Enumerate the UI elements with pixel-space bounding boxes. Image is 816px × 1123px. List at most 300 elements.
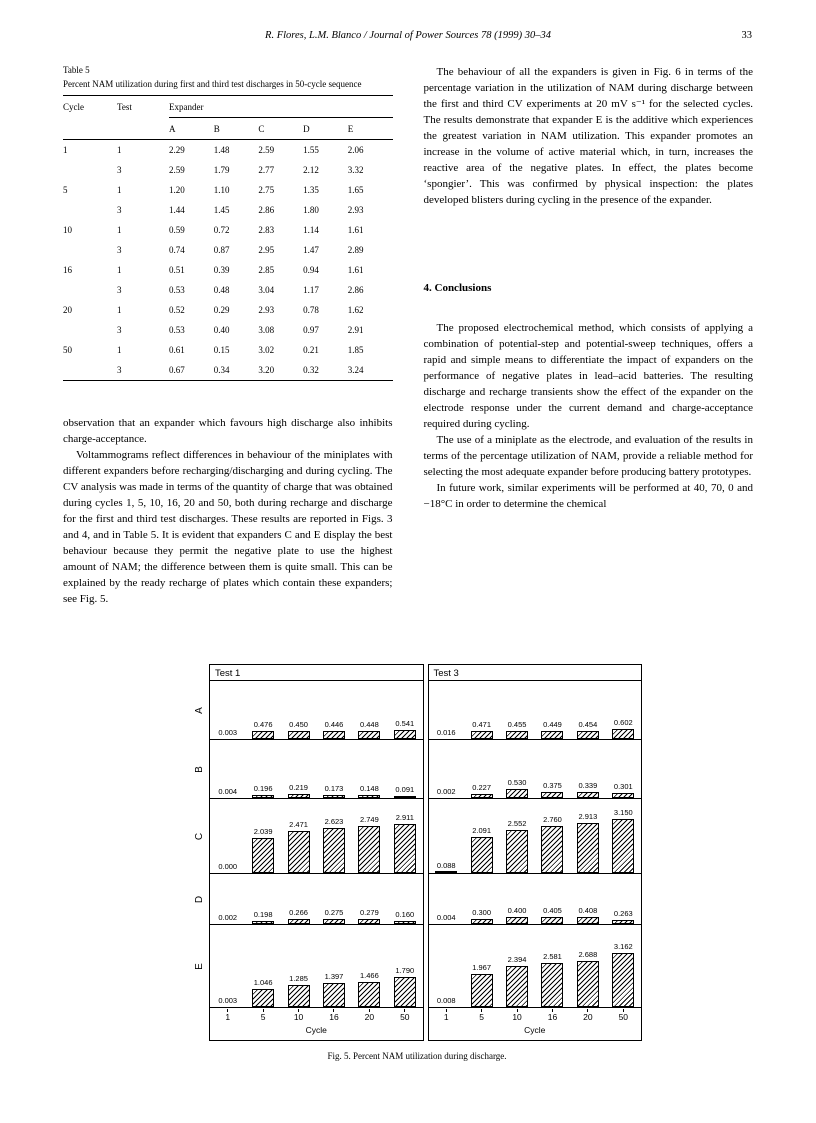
bar-value-label: 2.688 (578, 950, 598, 960)
bar-slot (352, 681, 387, 739)
bar (506, 917, 528, 924)
bar (323, 828, 345, 873)
bar-slot (316, 799, 351, 873)
bar (288, 919, 310, 924)
bar-slot (464, 874, 499, 924)
x-tick-slot (281, 1009, 316, 1022)
bar-value-label: 3.150 (613, 808, 633, 818)
bar-slot (535, 681, 570, 739)
table5-row (63, 360, 393, 381)
table5-row (63, 200, 393, 220)
bar (541, 731, 563, 739)
x-tick-label: 5 (479, 1012, 484, 1022)
cell-test: 3 (117, 205, 122, 215)
bar-slot (606, 740, 641, 798)
bar-slot (570, 740, 605, 798)
bar-value-label: 0.196 (253, 783, 273, 793)
panel-test1-rows (210, 681, 423, 1008)
bar (323, 731, 345, 739)
bar-value-label: 0.002 (218, 912, 238, 922)
bar (577, 917, 599, 924)
bar-value-label: 0.450 (289, 720, 308, 730)
bar-value-label: 0.002 (436, 786, 456, 796)
bar-slot (387, 874, 422, 924)
cell-value: 0.78 (303, 305, 319, 315)
bar-slot (245, 874, 280, 924)
bar-slot (281, 799, 316, 873)
bar-value-label: 0.400 (507, 906, 527, 916)
cell-test: 1 (117, 305, 122, 315)
col-header-b: B (213, 124, 220, 134)
cell-test: 1 (117, 185, 122, 195)
bar (252, 838, 274, 873)
row-letter-a (192, 681, 207, 740)
paragraph-proposed-method: The proposed electrochemical method, which consists of applying a combination of potential-step and potential-sweep techniques, offers a rapid and simple means to differentiate the impact of expanders on the performance of negative plates in lead–acid batteries. The resulting discharge and recharge transients show the effect of the expander on the electrode response under the current demand and charge-acceptance required during cycling. (423, 322, 753, 430)
table5 (63, 95, 393, 381)
bar (252, 795, 274, 798)
bar-value-label: 0.446 (324, 720, 344, 730)
x-tick-label: 10 (512, 1012, 522, 1022)
bar (288, 794, 310, 798)
cell-cycle (63, 240, 117, 260)
panel-title-test1: Test 1 (210, 665, 423, 681)
cell-value: 0.51 (169, 265, 185, 275)
bar-value-label: 0.003 (218, 727, 238, 737)
cell-value: 2.12 (303, 165, 319, 175)
x-tick-slot (606, 1009, 641, 1022)
cell-value: 0.53 (169, 285, 185, 295)
chart-row-b (210, 740, 423, 799)
bar-slot (499, 740, 534, 798)
bar-slot (387, 799, 422, 873)
col-header-test: Test (117, 102, 132, 112)
cell-value: 0.15 (213, 345, 230, 355)
cell-value: 1.85 (347, 345, 364, 355)
bar-value-label: 2.471 (289, 820, 308, 829)
row-letter-e (192, 925, 207, 1008)
bar-slot (570, 925, 605, 1007)
chart-row-d (429, 874, 642, 925)
bar-slot (245, 681, 280, 739)
cell-value: 0.97 (303, 325, 319, 335)
cell-value: 0.74 (169, 245, 185, 255)
bar-slot (535, 740, 570, 798)
cell-value: 0.94 (303, 265, 319, 275)
bar-value-label: 0.160 (395, 910, 415, 920)
bar-value-label: 0.008 (436, 995, 456, 1005)
bar-slot (429, 681, 464, 739)
bar-slot (387, 925, 422, 1007)
bar (288, 731, 310, 739)
bar-slot (352, 874, 387, 924)
table5-label: Table 5 (63, 65, 90, 75)
right-column (424, 64, 754, 607)
bar-value-label: 1.046 (253, 978, 273, 988)
cell-value: 3.20 (258, 365, 275, 375)
bar-value-label: 0.091 (395, 785, 415, 795)
bar-slot (281, 874, 316, 924)
bar (394, 730, 416, 739)
bar (612, 953, 634, 1007)
cell-value: 3.02 (258, 345, 275, 355)
panel-test3-x-axis (429, 1008, 642, 1022)
bar-value-label: 1.967 (472, 962, 492, 972)
bar-value-label: 0.476 (253, 719, 273, 729)
chart-row-a (429, 681, 642, 740)
bar-slot (316, 925, 351, 1007)
cell-value: 1.65 (347, 185, 364, 195)
x-tick-slot (535, 1009, 570, 1022)
bar-value-label: 0.455 (507, 720, 527, 730)
cell-value: 0.53 (169, 325, 185, 335)
section-heading-conclusions: 4. Conclusions (423, 282, 492, 294)
row-letter-text: E (193, 963, 205, 970)
cell-cycle (63, 360, 117, 381)
fig5-panel-test1 (209, 664, 424, 1041)
bar-value-label: 0.263 (613, 908, 633, 918)
figure-5-body (192, 664, 642, 1041)
cell-value: 3.08 (258, 325, 275, 335)
table5-row (63, 180, 393, 200)
cell-value: 2.86 (258, 205, 275, 215)
bar-value-label: 2.394 (507, 955, 527, 965)
table5-row (63, 240, 393, 260)
cell-value: 1.10 (213, 185, 230, 195)
bar (506, 830, 528, 873)
figure-5 (192, 664, 642, 1061)
row-letter-text: D (193, 895, 205, 904)
bar (471, 919, 493, 924)
table5-head (63, 96, 393, 140)
cell-test: 3 (117, 165, 122, 175)
x-tick-slot (316, 1009, 351, 1022)
cell-value: 3.32 (347, 165, 364, 175)
bar-slot (429, 740, 464, 798)
bar (358, 826, 380, 873)
bar-slot (352, 740, 387, 798)
bar (506, 731, 528, 739)
bar-value-label: 0.602 (613, 717, 633, 727)
cell-cycle: 16 (63, 265, 72, 275)
bar-value-label: 0.408 (578, 906, 598, 916)
bar-value-label: 0.449 (543, 720, 562, 730)
x-tick-slot (499, 1009, 534, 1022)
panel-test3-x-title: Cycle (524, 1025, 546, 1035)
bar (541, 792, 563, 798)
cell-cycle (63, 160, 117, 180)
bar-slot (387, 740, 422, 798)
bar-value-label: 2.091 (472, 826, 492, 836)
cell-value: 0.32 (303, 365, 319, 375)
cell-value: 0.39 (213, 265, 230, 275)
bar (394, 824, 416, 873)
chart-row-b (429, 740, 642, 799)
cell-cycle: 50 (63, 345, 72, 355)
x-tick-slot (429, 1009, 464, 1022)
bar (612, 920, 634, 924)
bar (323, 983, 345, 1007)
bar (612, 793, 634, 798)
row-letter-text: C (193, 832, 205, 841)
cell-value: 1.14 (303, 225, 319, 235)
bar-slot (429, 925, 464, 1007)
fig5-panel-test3 (428, 664, 643, 1041)
cell-value: 2.06 (347, 145, 364, 155)
bar-value-label: 0.219 (289, 783, 308, 793)
bar-value-label: 0.300 (472, 907, 492, 917)
cell-value: 0.61 (169, 345, 185, 355)
cell-value: 0.21 (303, 345, 319, 355)
row-letter-d (192, 874, 207, 925)
bar-value-label: 2.552 (507, 818, 527, 828)
cell-value: 1.17 (303, 285, 319, 295)
bar-value-label: 0.448 (360, 720, 379, 730)
cell-value: 2.59 (258, 145, 275, 155)
bar-value-label: 0.000 (218, 862, 238, 871)
content-columns (63, 64, 753, 607)
x-tick-label: 50 (400, 1012, 410, 1022)
bar-value-label: 0.266 (289, 908, 308, 918)
bar-slot (606, 681, 641, 739)
cell-value: 2.83 (258, 225, 275, 235)
bar-slot (245, 740, 280, 798)
bar-value-label: 2.913 (578, 812, 598, 822)
cell-cycle: 1 (63, 145, 68, 155)
paragraph-future-work: In future work, similar experiments will be performed at 40, 70, 0 and −18°C in order to determine the chemical (423, 482, 753, 510)
chart-row-e (210, 925, 423, 1008)
bar-slot (606, 799, 641, 873)
bar-value-label: 0.173 (324, 784, 344, 794)
bar-value-label: 0.227 (472, 783, 492, 793)
cell-value: 2.59 (169, 165, 185, 175)
cell-test: 1 (117, 265, 122, 275)
bar-value-label: 1.285 (289, 974, 308, 984)
running-title: R. Flores, L.M. Blanco / Journal of Power Sources 78 (1999) 30–34 (265, 30, 551, 41)
cell-value: 2.77 (258, 165, 275, 175)
cell-value: 1.45 (213, 205, 230, 215)
x-tick-label: 10 (293, 1012, 304, 1022)
figure-5-caption: Fig. 5. Percent NAM utilization during discharge. (327, 1051, 507, 1061)
chart-row-c (210, 799, 423, 874)
cell-test: 1 (117, 345, 122, 355)
cell-value: 1.47 (303, 245, 319, 255)
bar-value-label: 2.581 (543, 952, 562, 962)
x-tick-label: 1 (443, 1012, 449, 1022)
bar-value-label: 1.397 (324, 972, 344, 982)
bar (288, 985, 310, 1007)
paragraph-observation: observation that an expander which favours high discharge also inhibits charge-acceptance. (63, 417, 393, 445)
col-header-expander: Expander (169, 96, 393, 118)
bar-slot (464, 740, 499, 798)
table5-row (63, 160, 393, 180)
bar (358, 919, 380, 924)
cell-value: 2.86 (347, 285, 364, 295)
chart-row-a (210, 681, 423, 740)
paragraph-miniplate: The use of a miniplate as the electrode, and evaluation of the results in terms of the percentage utilization of NAM, provide a reliable method for selecting the most adequate expander before producing battery prototypes. (423, 434, 753, 478)
x-tick-slot (570, 1009, 605, 1022)
bar-value-label: 0.471 (472, 720, 492, 729)
bar-slot (387, 681, 422, 739)
panel-test1-x-axis (210, 1008, 423, 1022)
bar (252, 989, 274, 1007)
bar-slot (464, 925, 499, 1007)
bar (435, 871, 457, 873)
page-number: 33 (741, 30, 752, 41)
table5-row (63, 260, 393, 280)
bar (471, 731, 493, 739)
table5-row (63, 320, 393, 340)
table5-caption: Percent NAM utilization during first and third test discharges in 50-cycle sequence (63, 79, 362, 89)
bar-slot (316, 681, 351, 739)
cell-cycle (63, 200, 117, 220)
col-header-a: A (169, 124, 176, 134)
panel-test1-x-title: Cycle (305, 1025, 327, 1035)
cell-value: 2.93 (347, 205, 364, 215)
bar (541, 917, 563, 924)
bar-slot (281, 681, 316, 739)
bar (577, 792, 599, 798)
bar-value-label: 2.760 (543, 815, 562, 825)
row-letter-text: A (193, 707, 205, 714)
table5-body (63, 140, 393, 381)
cell-cycle: 10 (63, 225, 72, 235)
bar-slot (210, 799, 245, 873)
x-tick-label: 5 (260, 1012, 266, 1022)
cell-value: 2.95 (258, 245, 275, 255)
bar-slot (210, 925, 245, 1007)
col-header-cycle: Cycle (63, 102, 84, 112)
cell-value: 0.52 (169, 305, 185, 315)
cell-value: 1.62 (347, 305, 364, 315)
cell-value: 3.24 (347, 365, 364, 375)
cell-test: 3 (117, 365, 122, 375)
panel-title-test3: Test 3 (429, 665, 642, 681)
bar (358, 795, 380, 798)
cell-value: 1.20 (169, 185, 185, 195)
bar-slot (429, 874, 464, 924)
bar-slot (429, 799, 464, 873)
bar (252, 921, 274, 924)
col-header-e: E (347, 124, 354, 134)
x-tick-label: 20 (583, 1012, 593, 1022)
bar-value-label: 1.466 (360, 971, 379, 981)
cell-value: 1.35 (303, 185, 319, 195)
bar (288, 831, 310, 873)
bar-slot (281, 925, 316, 1007)
bar (358, 982, 380, 1007)
cell-value: 2.29 (169, 145, 185, 155)
bar-slot (570, 874, 605, 924)
cell-value: 1.48 (213, 145, 230, 155)
table5-row (63, 340, 393, 360)
bar-slot (281, 740, 316, 798)
bar (471, 837, 493, 873)
bar-slot (499, 874, 534, 924)
bar (252, 731, 274, 739)
left-column (63, 64, 393, 607)
bar-slot (464, 681, 499, 739)
bar (323, 919, 345, 924)
cell-cycle (63, 280, 117, 300)
bar (358, 731, 380, 739)
cell-test: 3 (117, 245, 122, 255)
bar-slot (316, 874, 351, 924)
cell-value: 2.85 (258, 265, 275, 275)
x-tick-slot (245, 1009, 280, 1022)
chart-row-d (210, 874, 423, 925)
bar (506, 966, 528, 1007)
cell-value: 1.44 (169, 205, 185, 215)
running-head (0, 30, 816, 41)
panel-test3-rows (429, 681, 642, 1008)
bar-slot (499, 799, 534, 873)
bar-slot (535, 925, 570, 1007)
bar-value-label: 0.375 (543, 780, 562, 790)
bar-value-label: 0.198 (253, 909, 273, 919)
cell-value: 1.80 (303, 205, 319, 215)
bar (506, 789, 528, 798)
bar-slot (210, 681, 245, 739)
col-header-c: C (258, 124, 265, 134)
bar-value-label: 0.088 (436, 860, 456, 870)
x-tick-label: 16 (547, 1012, 558, 1022)
table5-header-row-1 (63, 96, 393, 118)
cell-value: 0.29 (213, 305, 230, 315)
bar-value-label: 0.004 (218, 786, 238, 796)
cell-cycle: 5 (63, 185, 68, 195)
bar (612, 819, 634, 873)
bar-value-label: 0.541 (395, 718, 415, 728)
cell-value: 0.34 (213, 365, 230, 375)
bar-slot (535, 874, 570, 924)
cell-value: 2.93 (258, 305, 275, 315)
bar-slot (499, 925, 534, 1007)
bar-slot (464, 799, 499, 873)
cell-value: 0.59 (169, 225, 185, 235)
x-tick-label: 20 (364, 1012, 375, 1022)
bar-value-label: 0.339 (578, 781, 598, 791)
row-letters (192, 664, 207, 1008)
bar-slot (606, 874, 641, 924)
x-tick-slot (352, 1009, 387, 1022)
bar (577, 731, 599, 739)
cell-value: 1.79 (213, 165, 230, 175)
bar-value-label: 2.749 (360, 815, 379, 825)
cell-value: 0.87 (213, 245, 230, 255)
table5-row (63, 280, 393, 300)
bar (577, 961, 599, 1007)
bar-slot (352, 925, 387, 1007)
cell-value: 0.72 (213, 225, 230, 235)
bar-value-label: 0.279 (360, 908, 379, 918)
bar-value-label: 0.016 (436, 727, 456, 737)
paragraph-voltammograms: Voltammograms reflect differences in behaviour of the miniplates with different expanders before recharging/discharging and during cycling. The CV analysis was made in terms of the quantity of charge that was obtained during cycles 1, 5, 10, 16, 20 and 50, both during recharge and discharge for the first and third test discharges. These results are reported in Figs. 3 and 4, and in Table 5. It is evident that expanders C and E display the best behaviour because they permit the negative plate to use the highest amount of NAM; the difference between them is quite small. This can be explained by the ready recharge of plates which contain these expanders; see Fig. 5. (63, 449, 393, 605)
bar-value-label: 0.454 (578, 720, 598, 730)
bar-slot (606, 925, 641, 1007)
bar-slot (499, 681, 534, 739)
x-tick-label: 50 (618, 1012, 629, 1022)
cell-value: 0.40 (213, 325, 230, 335)
cell-value: 2.91 (347, 325, 364, 335)
cell-value: 1.55 (303, 145, 319, 155)
chart-row-e (429, 925, 642, 1008)
bar-slot (245, 799, 280, 873)
bar-slot (210, 874, 245, 924)
x-tick-slot (464, 1009, 499, 1022)
x-tick-slot (387, 1009, 422, 1022)
bar (394, 921, 416, 924)
row-letter-text: B (193, 766, 205, 773)
